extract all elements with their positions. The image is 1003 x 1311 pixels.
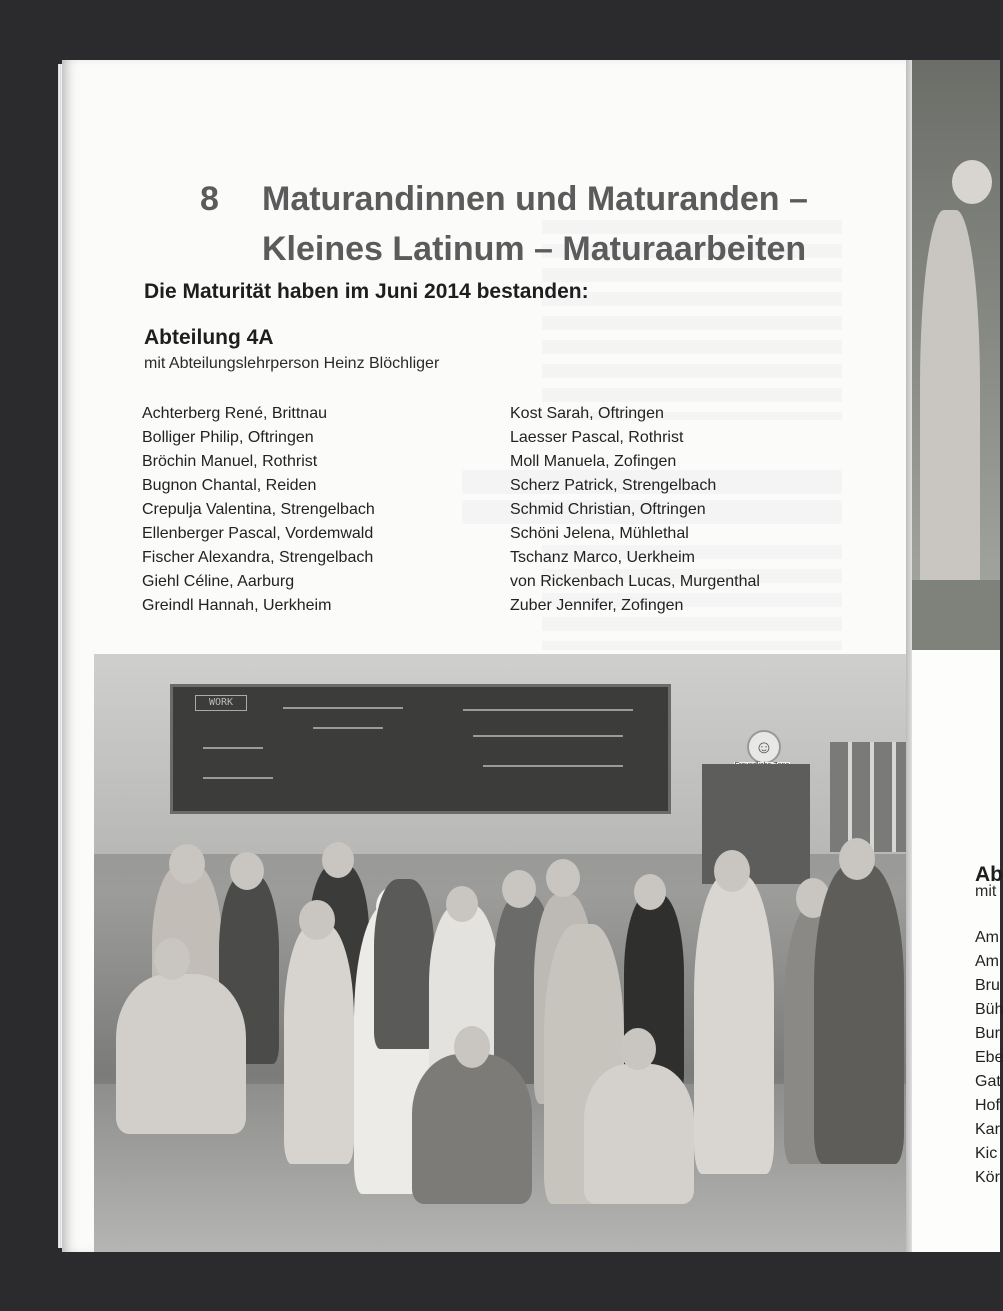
poster-wall <box>830 742 910 852</box>
person-head <box>169 844 205 884</box>
board-chalk-line <box>313 727 383 729</box>
person-head <box>952 160 992 204</box>
list-item: Greindl Hannah, Uerkheim <box>142 597 332 614</box>
list-item: Büh <box>975 1001 1003 1018</box>
list-item: Gat <box>975 1073 1001 1090</box>
list-item: Bur <box>975 1025 1000 1042</box>
person <box>284 924 354 1164</box>
list-item: Achterberg René, Brittnau <box>142 405 327 422</box>
list-item: Bolliger Philip, Oftringen <box>142 429 314 446</box>
person-head <box>634 874 666 910</box>
right-page-photo <box>912 60 1000 650</box>
board-chalk-line <box>203 777 273 779</box>
person-head <box>154 938 190 980</box>
person-head <box>546 859 580 897</box>
list-item: Tschanz Marco, Uerkheim <box>510 549 695 566</box>
list-item: Giehl Céline, Aarburg <box>142 573 295 590</box>
left-page <box>62 60 910 1252</box>
person-head <box>502 870 536 908</box>
names-column-left <box>142 402 375 618</box>
list-item: Am <box>975 953 999 970</box>
person-sitting <box>584 1064 694 1204</box>
list-item: Schöni Jelena, Mühlethal <box>510 525 689 542</box>
person <box>374 879 434 1049</box>
person-head <box>299 900 335 940</box>
next-class-teacher: mit <box>975 883 997 900</box>
person-head <box>322 842 354 878</box>
chapter-title-line-2: Kleines Latinum – Maturaarbeiten <box>262 230 807 268</box>
list-item: von Rickenbach Lucas, Murgenthal <box>510 573 760 590</box>
list-item: Moll Manuela, Zofingen <box>510 453 677 470</box>
next-class-names <box>975 926 1003 1190</box>
board-chalk-line <box>203 747 263 749</box>
list-item: Schmid Christian, Oftringen <box>510 501 706 518</box>
person-head <box>620 1028 656 1070</box>
smiley-icon: ☺ <box>747 730 781 764</box>
list-item: Ellenberger Pascal, Vordemwald <box>142 525 374 542</box>
list-item: Laesser Pascal, Rothrist <box>510 429 684 446</box>
board-chalk-line <box>283 707 403 709</box>
person-head <box>446 886 478 922</box>
person-sitting <box>412 1054 532 1204</box>
board-chalk-line <box>463 709 633 711</box>
list-item: Crepulja Valentina, Strengelbach <box>142 501 375 518</box>
board-word: WORK <box>195 695 247 711</box>
list-item: Bröchin Manuel, Rothrist <box>142 453 318 470</box>
right-page <box>912 60 1003 1252</box>
board-chalk-line <box>473 735 623 737</box>
person <box>694 874 774 1174</box>
graduation-subtitle: Die Maturität haben im Juni 2014 bestanden: <box>144 280 589 303</box>
list-item: Hof <box>975 1097 1000 1114</box>
grass <box>912 580 1000 650</box>
names-column-right <box>510 402 760 618</box>
list-item: Am <box>975 929 999 946</box>
list-item: Ebe <box>975 1049 1003 1066</box>
person-head <box>839 838 875 880</box>
class-photo <box>94 654 910 1252</box>
person-kneeling <box>116 974 246 1134</box>
class-teacher: mit Abteilungslehrperson Heinz Blöchliger <box>144 355 440 372</box>
chalkboard <box>170 684 671 814</box>
list-item: Zuber Jennifer, Zofingen <box>510 597 684 614</box>
list-item: Kost Sarah, Oftringen <box>510 405 664 422</box>
list-item: Fischer Alexandra, Strengelbach <box>142 549 374 566</box>
class-title: Abteilung 4A <box>144 326 274 349</box>
list-item: Kör <box>975 1169 1000 1186</box>
list-item: Bugnon Chantal, Reiden <box>142 477 317 494</box>
list-item: Scherz Patrick, Strengelbach <box>510 477 717 494</box>
person-head <box>714 850 750 892</box>
person <box>814 864 904 1164</box>
chapter-title-line-1: Maturandinnen und Maturanden – <box>262 180 808 218</box>
person-head <box>454 1026 490 1068</box>
next-class-title: Ab <box>975 863 1003 886</box>
board-chalk-line <box>483 765 623 767</box>
list-item: Bru <box>975 977 1000 994</box>
chapter-number: 8 <box>200 180 219 218</box>
list-item: Kar <box>975 1121 1000 1138</box>
person-head <box>230 852 264 890</box>
list-item: Kic <box>975 1145 998 1162</box>
